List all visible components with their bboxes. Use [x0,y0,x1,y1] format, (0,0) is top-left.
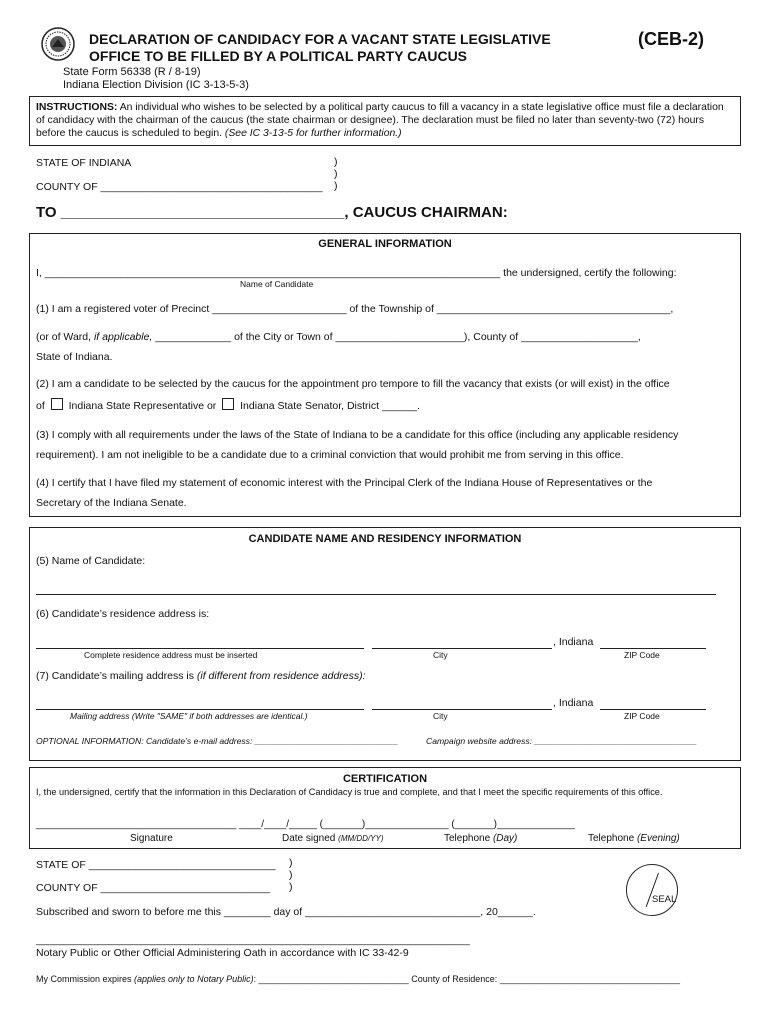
seal-label: SEAL [652,894,677,905]
candidate-title: CANDIDATE NAME AND RESIDENCY INFORMATION [248,533,522,545]
telephone-day-caption: Telephone (Day) [444,833,518,844]
optional-email[interactable]: OPTIONAL INFORMATION: Candidate’s e-mail address: ______________________________ [36,736,399,746]
oath-caption: Notary Public or Other Official Administering Oath in accordance with IC 33-42-9 [36,947,409,959]
signature-caption: Signature [130,833,173,844]
candidate-name-field[interactable] [36,594,716,595]
oath-signature-line[interactable]: ______________________________________________________________________________ [36,935,470,946]
notary-parens: ) ) ) [289,857,293,893]
item-1b[interactable]: (or of Ward, if applicable, _____________ of the City or Town of ______________________), County of ____________________, [36,331,641,343]
mailing-indiana: , Indiana [553,697,594,709]
commission-line[interactable]: My Commission expires (applies only to Notary Public): ______________________________ County of Residence: ____________________________________ [36,974,680,984]
item-6: (6) Candidate’s residence address is: [36,608,210,620]
item-4b: Secretary of the Indiana Senate. [36,497,187,509]
name-caption: Name of Candidate [240,279,314,289]
form-title: DECLARATION OF CANDIDACY FOR A VACANT STATE LEGISLATIVE OFFICE TO BE FILLED BY A POLITICAL PARTY CAUCUS [89,31,551,64]
candidate-name-line[interactable]: I, ______________________________________________________________________________ the undersigned, certify the following: [36,267,677,279]
residence-zip-caption: ZIP Code [624,650,660,660]
venue-parens: ) ) ) [334,156,338,192]
residence-address-field[interactable] [36,648,364,649]
item-2: (2) I am a candidate to be selected by the caucus for the appointment pro tempore to fill the vacancy that exists (or will exist) in the office [36,378,670,390]
sworn-line[interactable]: Subscribed and sworn to before me this ________ day of ______________________________, 20______. [36,906,536,918]
mailing-zip-field[interactable] [600,709,706,710]
form-subtitle [63,66,249,92]
item-3: (3) I comply with all requirements under the laws of the State of Indiana to be a candidate for this office (including any applicable residency [36,429,679,441]
telephone-evening-caption: Telephone (Evening) [588,833,680,844]
mailing-caption: Mailing address (Write "SAME" if both addresses are identical.) [70,711,308,721]
residence-indiana: , Indiana [553,636,594,648]
to-caucus-chairman[interactable]: TO __________________________________, CAUCUS CHAIRMAN: [36,204,508,221]
instructions-ref: (See IC 3-13-5 for further information.) [224,128,402,139]
representative-checkbox[interactable] [51,398,63,410]
mailing-city-caption: City [433,711,448,721]
notary-state[interactable]: STATE OF ________________________________ [36,859,276,871]
signature-line[interactable]: ____________________________________ ____/____/_____ (_______)_______________ (_______)______________ [36,819,575,830]
item-1c: State of Indiana. [36,351,113,363]
division: Indiana Election Division (IC 3-13-5-3) [63,79,249,91]
instructions-text: An individual who wishes to be selected by a political party caucus to fill a vacancy in a state legislative office must file a declaration of candidacy with the chairman of the caucus (the state chairman or designee). The declaration must be filed no later than seventy-two (72) hours before the caucus is scheduled to begin. [36,102,724,139]
residence-caption: Complete residence address must be inserted [84,650,258,660]
residence-zip-field[interactable] [600,648,706,649]
campaign-website[interactable]: Campaign website address: __________________________________ [426,736,697,746]
general-title: GENERAL INFORMATION [318,238,452,250]
venue-state: STATE OF INDIANA [36,157,132,169]
residence-city-field[interactable] [372,648,552,649]
candidate-residency-section [29,527,741,761]
instructions-box [29,96,741,146]
item-4: (4) I certify that I have filed my statement of economic interest with the Principal Clerk of the Indiana House of Representatives or the [36,477,653,489]
form-number: State Form 56338 (R / 8-19) [63,66,201,78]
form-code: (CEB-2) [638,29,704,49]
residence-city-caption: City [433,650,448,660]
certification-section [29,767,741,849]
certification-text: I, the undersigned, certify that the information in this Declaration of Candidacy is true and complete, and that I meet the specific requirements of this office. [36,787,663,797]
indiana-state-seal-icon [41,27,75,61]
instructions-label: INSTRUCTIONS: [36,102,118,113]
mailing-address-field[interactable] [36,709,364,710]
item-2b: of Indiana State Representative or Indiana State Senator, District ______. [36,400,420,412]
date-caption: Date signed (MM/DD/YY) [282,833,384,844]
item-7: (7) Candidate’s mailing address is (if different from residence address): [36,670,366,682]
venue-county[interactable]: COUNTY OF ______________________________________ [36,181,323,193]
general-information-section [29,233,741,517]
item-1[interactable]: (1) I am a registered voter of Precinct _______________________ of the Township of ________________________________________, [36,303,674,315]
mailing-city-field[interactable] [372,709,552,710]
notary-county[interactable]: COUNTY OF _____________________________ [36,882,270,894]
certification-title: CERTIFICATION [342,773,428,785]
mailing-zip-caption: ZIP Code [624,711,660,721]
item-5: (5) Name of Candidate: [36,555,146,567]
senator-checkbox[interactable] [222,398,234,410]
item-3b: requirement). I am not ineligible to be a candidate due to a criminal conviction that would prohibit me from serving in this office. [36,449,624,461]
